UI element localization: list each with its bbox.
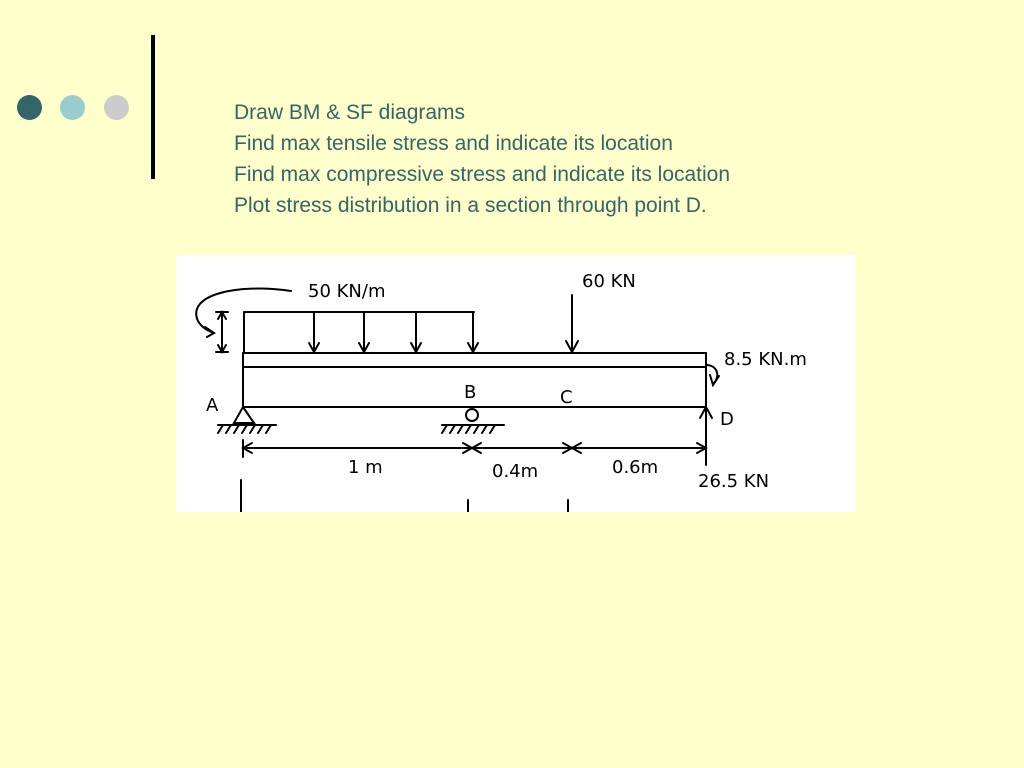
point-load-label: 60 KN	[582, 271, 636, 292]
point-c-label: C	[560, 387, 573, 408]
gray-dot	[104, 95, 129, 120]
instruction-line-1: Draw BM & SF diagrams	[234, 101, 466, 124]
dark-teal-dot	[17, 95, 42, 120]
reaction-label: 26.5 KN	[698, 471, 770, 492]
point-b-label: B	[464, 382, 477, 403]
instruction-line-4: Plot stress distribution in a section through point D.	[234, 194, 707, 217]
light-teal-dot	[60, 95, 85, 120]
moment-label: 8.5 KN.m	[724, 349, 807, 370]
dimension-cd-label: 0.6m	[612, 457, 659, 478]
point-d-label: D	[720, 409, 734, 430]
instruction-line-3: Find max compressive stress and indicate its location	[234, 163, 731, 186]
slide-text	[234, 97, 994, 221]
distributed-load-label: 50 KN/m	[308, 281, 386, 302]
vertical-divider	[151, 35, 155, 179]
dimension-ab-label: 1 m	[348, 457, 383, 478]
decorative-dots	[17, 95, 137, 121]
dimension-bc-label: 0.4m	[492, 461, 539, 482]
instruction-line-2: Find max tensile stress and indicate its location	[234, 132, 673, 155]
beam-diagram	[176, 255, 855, 512]
point-a-label: A	[206, 395, 219, 416]
